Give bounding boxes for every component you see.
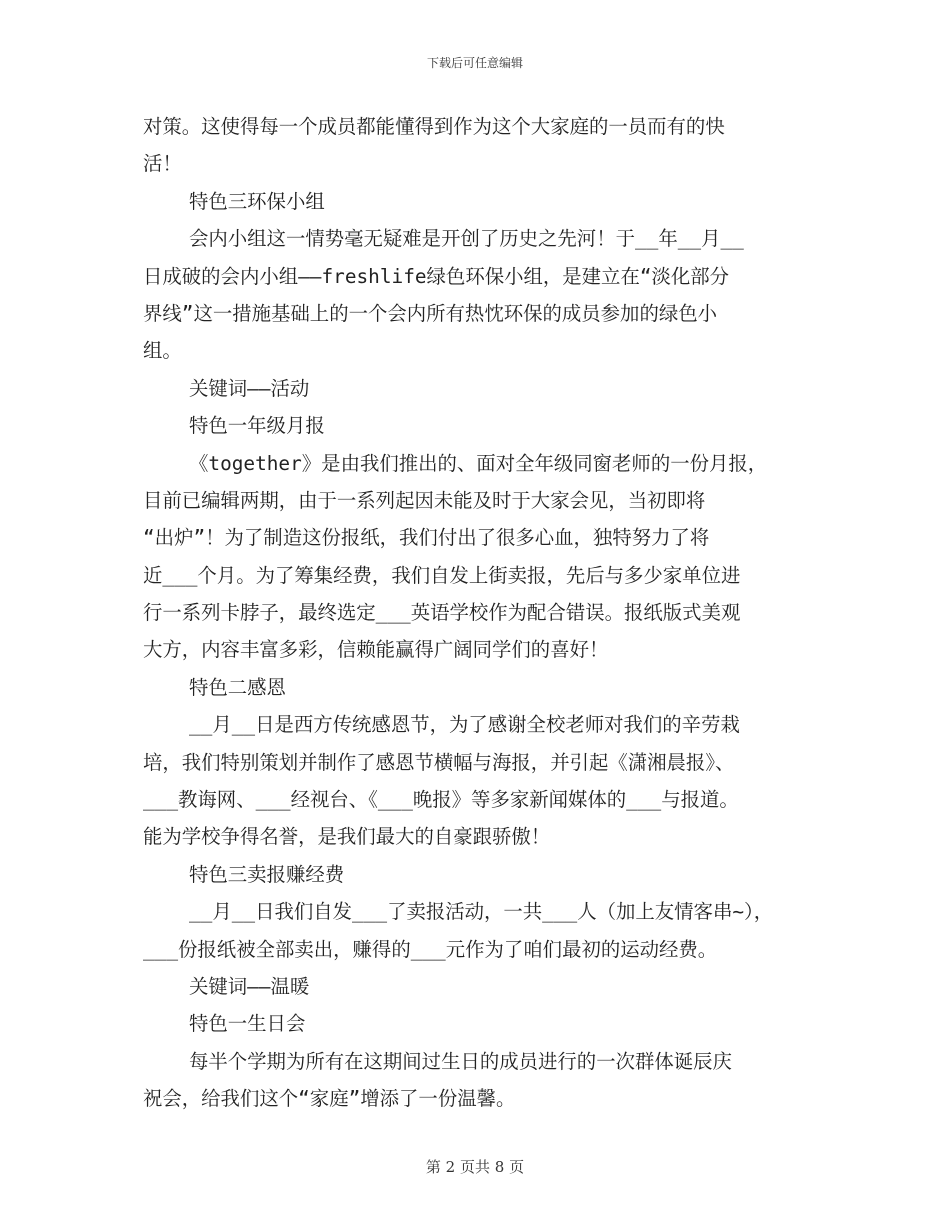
text-line: 对策。这使得每一个成员都能懂得到作为这个大家庭的一员而有的快 xyxy=(143,115,725,138)
page-footer: 第 2 页共 8 页 xyxy=(425,1158,525,1176)
text-line: __月__日我们自发___了卖报活动，一共___人（加上友情客串~）， xyxy=(189,900,774,924)
text-line: ___教诲网、___经视台、《___晚报》等多家新闻媒体的___与报道。 xyxy=(143,788,739,812)
text-line: 《together》是由我们推出的、面对全年级同窗老师的一份月报， xyxy=(189,451,768,475)
page-header: 下载后可任意编辑 xyxy=(426,56,523,70)
text-line: 大方，内容丰富多彩，信赖能赢得广阔同学们的喜好！ xyxy=(143,638,609,662)
text-line: 活！ xyxy=(143,152,182,176)
text-line: 日成破的会内小组——freshlife绿色环保小组，是建立在“淡化部分 xyxy=(143,264,730,288)
text-line: __月__日是西方传统感恩节，为了感谢全校老师对我们的辛劳栽 xyxy=(189,713,740,737)
text-line: 特色一年级月报 xyxy=(189,414,325,438)
text-line: 祝会，给我们这个“家庭”增添了一份温馨。 xyxy=(143,1087,516,1111)
text-line: 特色三卖报赚经费 xyxy=(189,862,345,886)
text-line: 特色三环保小组 xyxy=(189,189,325,213)
text-line: 能为学校争得名誉，是我们最大的自豪跟骄傲！ xyxy=(143,825,551,849)
text-line: 每半个学期为所有在这期间过生日的成员进行的一次群体诞辰庆 xyxy=(189,1049,732,1073)
text-line: 会内小组这一情势毫无疑难是开创了历史之先河！于__年__月__ xyxy=(189,227,744,251)
text-line: 关键词——活动 xyxy=(189,376,310,400)
text-line: 近___个月。为了筹集经费，我们自发上街卖报，先后与多少家单位进 xyxy=(143,563,741,587)
text-line: 目前已编辑两期，由于一系列起因未能及时于大家会见，当初即将 xyxy=(143,488,706,512)
document-body xyxy=(143,108,808,1118)
text-line: “出炉”！为了制造这份报纸，我们付出了很多心血，独特努力了将 xyxy=(143,526,710,550)
text-line: 特色二感恩 xyxy=(189,675,286,699)
text-line: 关键词——温暖 xyxy=(189,974,310,998)
text-line: 行一系列卡脖子，最终选定___英语学校作为配合错误。报纸版式美观 xyxy=(143,601,741,625)
text-line: ___份报纸被全部卖出，赚得的___元作为了咱们最初的运动经费。 xyxy=(143,937,718,961)
text-line: 培，我们特别策划并制作了感恩节横幅与海报，并引起《潇湘晨报》、 xyxy=(143,750,735,774)
text-line: 界线”这一措施基础上的一个会内所有热忱环保的成员参加的绿色小 xyxy=(143,301,718,325)
text-line: 特色一生日会 xyxy=(189,1012,306,1036)
text-line: 组。 xyxy=(143,339,182,363)
